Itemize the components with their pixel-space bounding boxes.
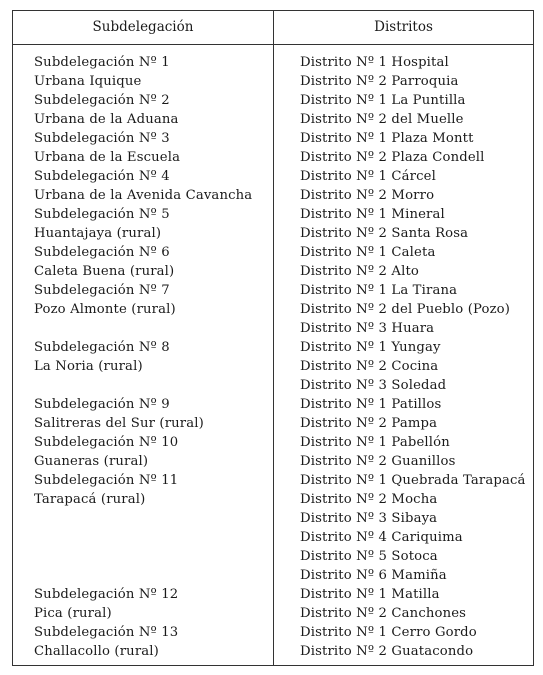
- subdelegacion-cell: Subdelegación Nº 7: [34, 283, 170, 298]
- subdelegacion-cell: Pica (rural): [34, 606, 112, 621]
- distrito-cell: Distrito Nº 1 Yungay: [300, 340, 441, 355]
- header-subdelegacion: Subdelegación: [92, 19, 194, 35]
- distrito-cell: Distrito Nº 1 Caleta: [300, 245, 436, 260]
- distrito-cell: Distrito Nº 2 Plaza Condell: [300, 150, 485, 165]
- distrito-cell: Distrito Nº 1 Mineral: [300, 207, 445, 222]
- subdelegacion-cell: [34, 528, 252, 547]
- distrito-cell: Distrito Nº 2 Guanillos: [300, 454, 456, 469]
- distrito-cell: Distrito Nº 1 La Puntilla: [300, 93, 466, 108]
- subdelegacion-cell: Guaneras (rural): [34, 454, 149, 469]
- distrito-cell: Distrito Nº 2 Alto: [300, 264, 420, 279]
- subdelegacion-cell: Subdelegación Nº 12: [34, 587, 179, 602]
- column-divider: [273, 11, 274, 665]
- distrito-cell: Distrito Nº 2 Parroquia: [300, 74, 459, 89]
- distrito-cell: Distrito Nº 3 Huara: [300, 321, 435, 336]
- distrito-cell: Distrito Nº 1 Plaza Montt: [300, 131, 474, 146]
- subdelegacion-cell: Subdelegación Nº 4: [34, 169, 170, 184]
- subdelegacion-cell: Subdelegación Nº 13: [34, 625, 179, 640]
- distrito-cell: Distrito Nº 2 Pampa: [300, 416, 438, 431]
- subdelegacion-cell: [34, 547, 252, 566]
- subdelegacion-cell: Urbana de la Aduana: [34, 112, 179, 127]
- subdelegacion-cell: Pozo Almonte (rural): [34, 302, 176, 317]
- subdelegacion-cell: Urbana Iquique: [34, 74, 142, 89]
- distrito-cell: Distrito Nº 2 Cocina: [300, 359, 439, 374]
- distrito-cell: Distrito Nº 1 Cárcel: [300, 169, 436, 184]
- subdelegacion-cell: Tarapacá (rural): [34, 492, 146, 507]
- distrito-cell: Distrito Nº 6 Mamiña: [300, 568, 447, 583]
- header-distritos: Distritos: [374, 19, 433, 35]
- subdelegacion-cell: Subdelegación Nº 10: [34, 435, 179, 450]
- subdelegacion-cell: Subdelegación Nº 5: [34, 207, 170, 222]
- subdelegacion-cell: La Noria (rural): [34, 359, 143, 374]
- header-divider: [13, 44, 533, 45]
- distrito-cell: Distrito Nº 2 del Muelle: [300, 112, 464, 127]
- distrito-cell: Distrito Nº 1 La Tirana: [300, 283, 458, 298]
- subdelegacion-cell: Subdelegación Nº 8: [34, 340, 170, 355]
- subdelegacion-cell: Urbana de la Avenida Cavancha: [34, 188, 253, 203]
- subdelegacion-cell: Salitreras del Sur (rural): [34, 416, 204, 431]
- subdelegacion-cell: Subdelegación Nº 3: [34, 131, 170, 146]
- subdelegacion-cell: Subdelegación Nº 6: [34, 245, 170, 260]
- distrito-cell: Distrito Nº 2 Mocha: [300, 492, 438, 507]
- distritos-column: [300, 53, 526, 661]
- distrito-cell: Distrito Nº 2 Santa Rosa: [300, 226, 469, 241]
- subdelegacion-cell: Caleta Buena (rural): [34, 264, 175, 279]
- subdelegacion-cell: Subdelegación Nº 9: [34, 397, 170, 412]
- distrito-cell: Distrito Nº 2 Morro: [300, 188, 435, 203]
- distrito-cell: Distrito Nº 1 Pabellón: [300, 435, 450, 450]
- subdelegacion-cell: Subdelegación Nº 2: [34, 93, 170, 108]
- subdelegacion-cell: Challacollo (rural): [34, 644, 159, 659]
- subdelegacion-cell: [34, 509, 252, 528]
- subdelegaciones-table: [12, 10, 534, 666]
- distrito-cell: Distrito Nº 1 Cerro Gordo: [300, 625, 477, 640]
- distrito-cell: Distrito Nº 1 Patillos: [300, 397, 442, 412]
- subdelegacion-cell: [34, 566, 252, 585]
- subdelegacion-cell: [34, 376, 252, 395]
- distrito-cell: Distrito Nº 1 Quebrada Tarapacá: [300, 473, 526, 488]
- subdelegacion-cell: Subdelegación Nº 1: [34, 55, 170, 70]
- distrito-cell: Distrito Nº 4 Cariquima: [300, 530, 463, 545]
- distrito-cell: Distrito Nº 2 Canchones: [300, 606, 467, 621]
- distrito-cell: Distrito Nº 2 del Pueblo (Pozo): [300, 302, 511, 317]
- subdelegacion-column: [34, 53, 252, 661]
- subdelegacion-cell: Huantajaya (rural): [34, 226, 162, 241]
- distrito-cell: Distrito Nº 5 Sotoca: [300, 549, 438, 564]
- subdelegacion-cell: Subdelegación Nº 11: [34, 473, 179, 488]
- distrito-cell: Distrito Nº 3 Soledad: [300, 378, 447, 393]
- distrito-cell: Distrito Nº 2 Guatacondo: [300, 644, 474, 659]
- distrito-cell: Distrito Nº 1 Matilla: [300, 587, 440, 602]
- distrito-cell: Distrito Nº 3 Sibaya: [300, 511, 438, 526]
- subdelegacion-cell: Urbana de la Escuela: [34, 150, 181, 165]
- subdelegacion-cell: [34, 319, 252, 338]
- distrito-cell: Distrito Nº 1 Hospital: [300, 55, 449, 70]
